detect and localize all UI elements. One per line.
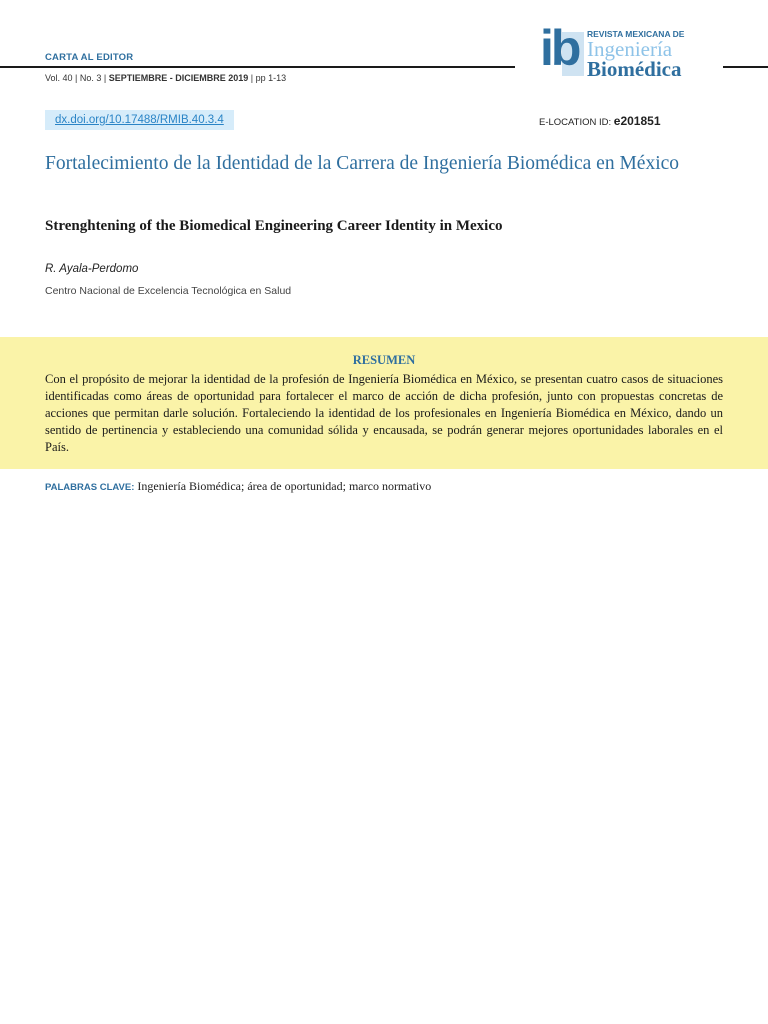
abstract-box bbox=[0, 337, 768, 469]
page-range: | pp 1-13 bbox=[248, 73, 287, 83]
logo-top-line: REVISTA MEXICANA DE bbox=[587, 29, 685, 39]
abstract-text: Con el propósito de mejorar la identidad de la profesión de Ingeniería Biomédica en México, se presentan cuatro casos de situaciones identificadas como áreas de oportunidad para fortalecer el marco de acción de dicha profesión, junto con propuestas concretas de acciones que permitan darle solución. Fortaleciendo la identidad de los profesionales en Ingeniería Biomédica en México, dando un sentido de pertinencia y estableciendo una comunidad sólida y encausada, se podrán generar mejores oportunidades laborales en el País. bbox=[45, 372, 723, 454]
logo-mark: ib bbox=[540, 20, 579, 76]
section-label: CARTA AL EDITOR bbox=[45, 52, 134, 63]
header-rule-right bbox=[723, 66, 768, 68]
header-rule-left bbox=[0, 66, 515, 68]
article-subtitle: Strenghtening of the Biomedical Engineering Career Identity in Mexico bbox=[45, 218, 503, 234]
doi-link[interactable]: dx.doi.org/10.17488/RMIB.40.3.4 bbox=[45, 110, 234, 130]
elocation-label: E-LOCATION ID: bbox=[539, 117, 614, 128]
volume-info: Vol. 40 | No. 3 | bbox=[45, 73, 109, 83]
journal-logo bbox=[540, 20, 715, 81]
keywords bbox=[45, 479, 431, 494]
logo-line-2: Biomédica bbox=[587, 57, 682, 81]
elocation-id bbox=[539, 114, 661, 128]
article-title: Fortalecimiento de la Identidad de la Carrera de Ingeniería Biomédica en México bbox=[45, 153, 680, 174]
issue-dates: SEPTIEMBRE - DICIEMBRE 2019 bbox=[108, 73, 249, 83]
keywords-text: Ingeniería Biomédica; área de oportunidad; marco normativo bbox=[134, 479, 432, 493]
author-name: R. Ayala-Perdomo bbox=[45, 263, 139, 275]
issue-meta bbox=[45, 73, 286, 83]
elocation-value: e201851 bbox=[613, 114, 661, 128]
abstract-heading: RESUMEN bbox=[352, 353, 416, 367]
keywords-label: PALABRAS CLAVE: bbox=[45, 482, 135, 493]
logo-line-1: Ingeniería bbox=[587, 37, 673, 61]
author-affiliation: Centro Nacional de Excelencia Tecnológica en Salud bbox=[45, 285, 292, 297]
